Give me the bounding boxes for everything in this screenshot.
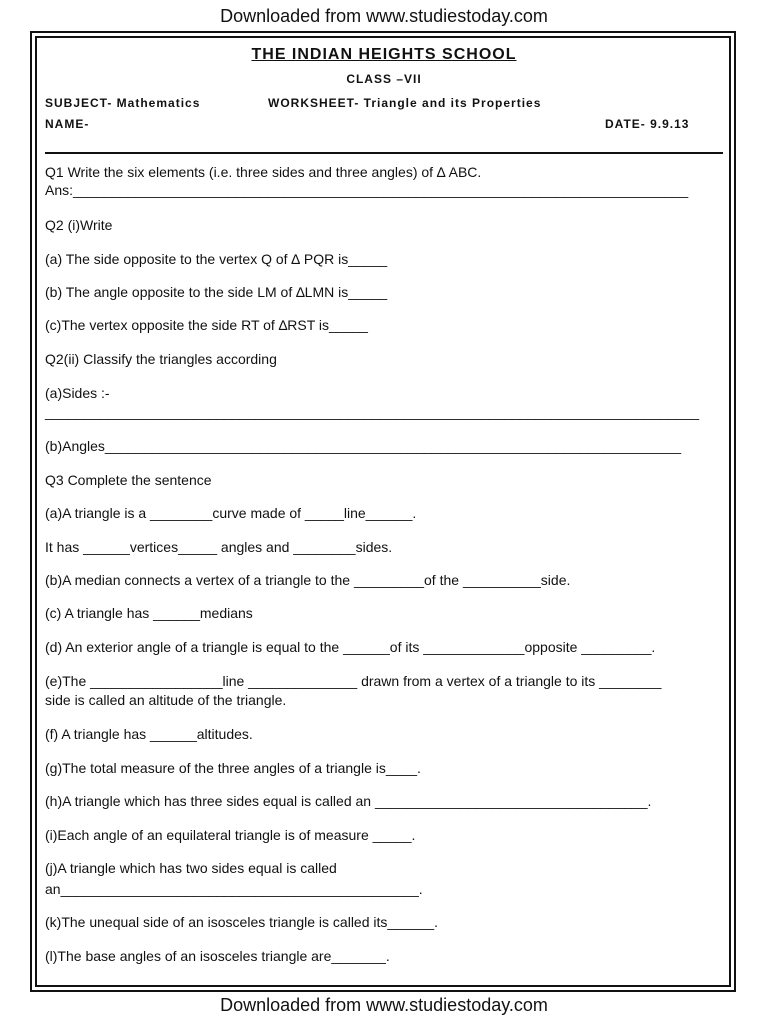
question-3-b: (b)A median connects a vertex of a triangle to the _________of the __________side. [45,572,571,588]
worksheet-title: WORKSHEET- Triangle and its Properties [268,96,542,110]
question-3-j: (j)A triangle which has two sides equal is called [45,860,337,876]
download-source-bottom: Downloaded from www.studiestoday.com [220,995,548,1015]
question-3-g: (g)The total measure of the three angles of a triangle is____. [45,760,421,776]
question-3-f: (f) A triangle has ______altitudes. [45,726,253,742]
question-3: Q3 Complete the sentence [45,472,212,488]
class-label: CLASS –VII [346,72,422,86]
question-3-a: (a)A triangle is a ________curve made of _____line______. [45,505,417,521]
question-1: Q1 Write the six elements (i.e. three sides and three angles) of ∆ ABC. [45,164,482,180]
subject-label: SUBJECT- Mathematics [45,96,201,110]
header-divider [45,152,723,154]
question-2-ii-sides: (a)Sides :- [45,385,110,401]
date-label: DATE- 9.9.13 [605,117,690,131]
question-2-ii-angles: (b)Angles__________________________________________________________________________ [45,438,682,454]
question-3-k: (k)The unequal side of an isosceles triangle is called its______. [45,914,439,930]
question-3-c: (c) A triangle has ______medians [45,605,253,621]
question-3-a-cont: It has ______vertices_____ angles and ________sides. [45,539,393,555]
question-3-l: (l)The base angles of an isosceles triangle are_______. [45,948,390,964]
answer-line-sides: ____________________________________________________________________________________ [45,404,700,420]
name-label: NAME- [45,117,90,131]
download-source-top: Downloaded from www.studiestoday.com [220,6,548,26]
question-3-h: (h)A triangle which has three sides equal is called an ___________________________________. [45,793,652,809]
question-3-j-cont: an______________________________________________. [45,881,423,897]
question-3-e: (e)The _________________line ______________ drawn from a vertex of a triangle to its ________ [45,673,662,689]
question-2-i: Q2 (i)Write [45,217,113,233]
question-2-b: (b) The angle opposite to the side LM of ∆LMN is_____ [45,284,388,300]
question-3-d: (d) An exterior angle of a triangle is equal to the ______of its _____________opposite _________. [45,639,656,655]
question-2-ii: Q2(ii) Classify the triangles according [45,351,277,367]
question-3-e-cont: side is called an altitude of the triangle. [45,692,287,708]
school-title: THE INDIAN HEIGHTS SCHOOL [251,46,517,63]
question-3-i: (i)Each angle of an equilateral triangle is of measure _____. [45,827,416,843]
question-2-a: (a) The side opposite to the vertex Q of ∆ PQR is_____ [45,251,388,267]
answer-line-1: Ans:_______________________________________________________________________________ [45,182,689,198]
question-2-c: (c)The vertex opposite the side RT of ∆RST is_____ [45,317,368,333]
